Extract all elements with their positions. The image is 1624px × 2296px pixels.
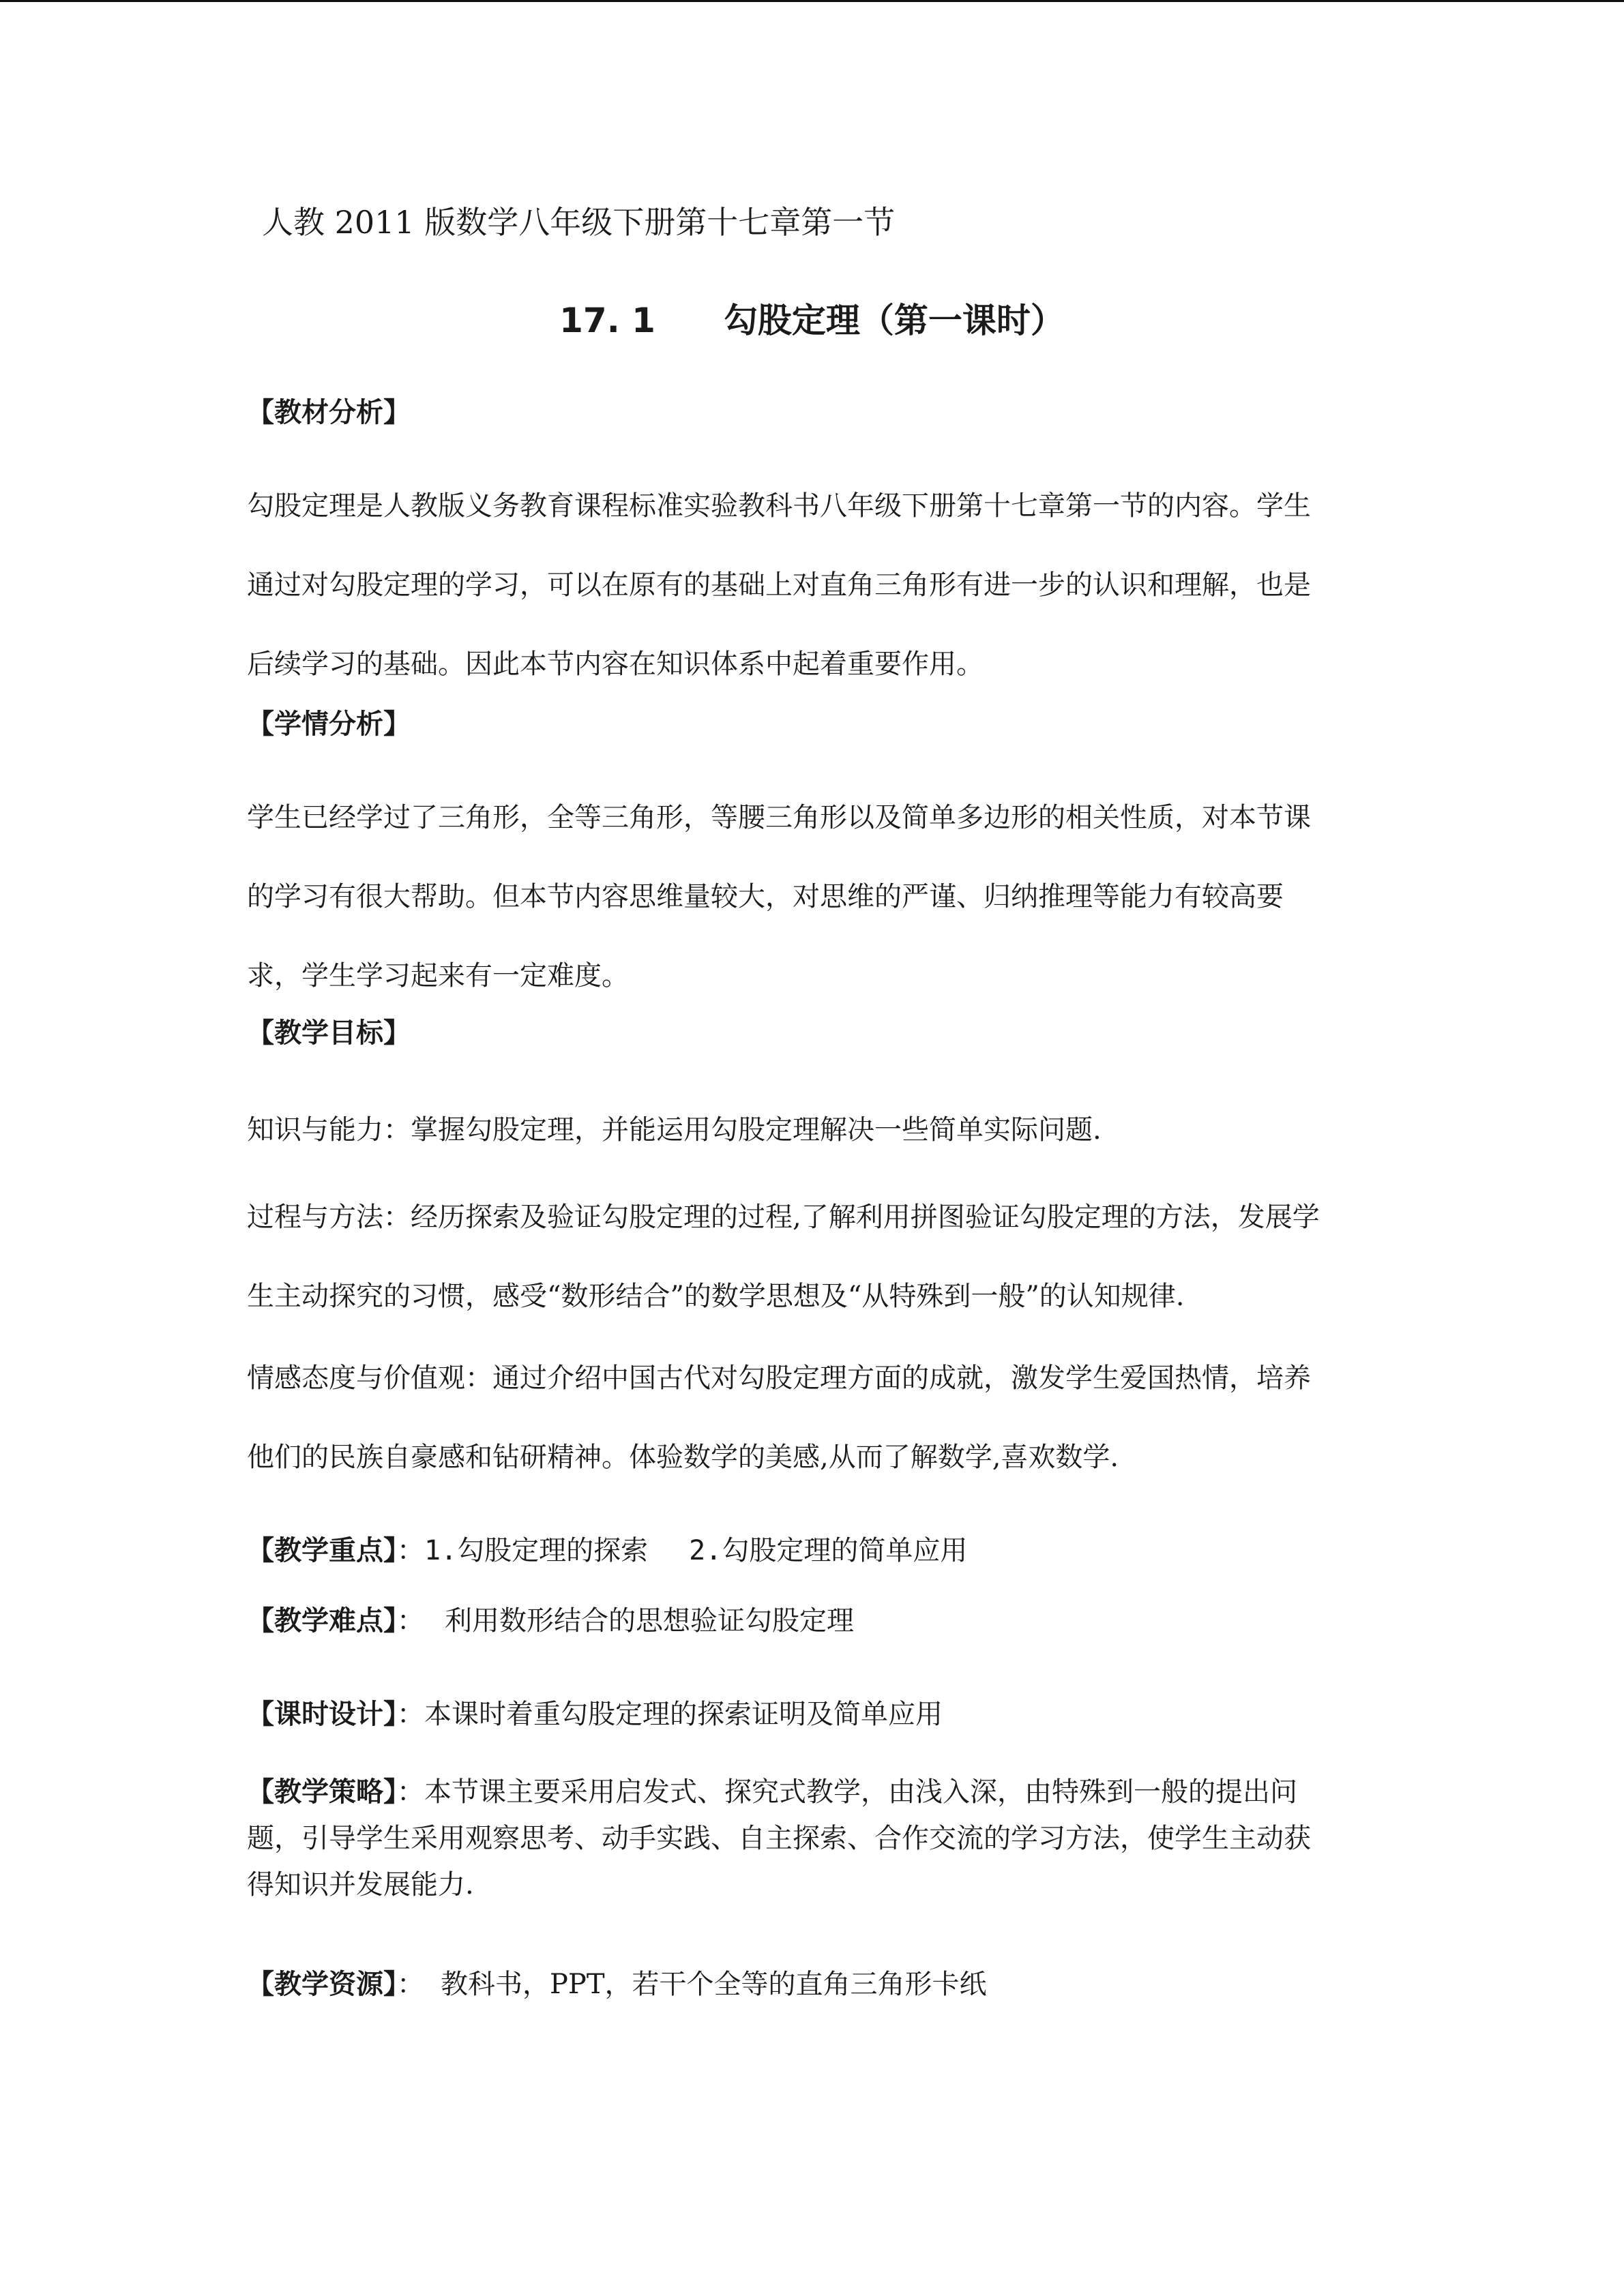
goal-emotion bbox=[247, 1339, 1379, 1497]
paragraph-line: 他们的民族自豪感和钻研精神。体验数学的美感,从而了解数学,喜欢数学. bbox=[247, 1442, 1119, 1473]
resources bbox=[247, 1963, 1379, 2001]
title-number: 17. 1 bbox=[559, 301, 655, 340]
title-text: 勾股定理（第一课时） bbox=[723, 301, 1065, 340]
resources-text: 教科书，PPT，若干个全等的直角三角形卡纸 bbox=[441, 1969, 987, 2000]
separator: ： bbox=[397, 1776, 424, 1808]
resources-label: 【教学资源】 bbox=[247, 1969, 397, 2000]
section-heading-material: 【教材分析】 bbox=[247, 397, 411, 428]
paragraph-line: 求，学生学习起来有一定难度。 bbox=[247, 960, 629, 992]
lesson-design bbox=[247, 1693, 1379, 1731]
document-subtitle: 人教 2011 版数学八年级下册第十七章第一节 bbox=[262, 204, 896, 241]
material-analysis-paragraph bbox=[247, 466, 1379, 704]
paragraph-line: 勾股定理是人教版义务教育课程标准实验教科书八年级下册第十七章第一节的内容。学生 bbox=[247, 490, 1311, 522]
separator: ： bbox=[397, 1605, 424, 1637]
goal-knowledge: 知识与能力：掌握勾股定理，并能运用勾股定理解决一些简单实际问题. bbox=[247, 1114, 1102, 1146]
paragraph-line: 情感态度与价值观：通过介绍中国古代对勾股定理方面的成就，激发学生爱国热情，培养 bbox=[247, 1362, 1311, 1394]
paragraph-line bbox=[247, 1769, 1379, 1815]
paragraph-line: 过程与方法：经历探索及验证勾股定理的过程,了解利用拼图验证勾股定理的方法，发展学 bbox=[247, 1202, 1320, 1233]
section-heading-goals: 【教学目标】 bbox=[247, 1017, 411, 1049]
paragraph-line: 的学习有很大帮助。但本节内容思维量较大，对思维的严谨、归纳推理等能力有较高要 bbox=[247, 881, 1284, 912]
separator: ： bbox=[397, 1969, 424, 2000]
paragraph-line: 得知识并发展能力. bbox=[247, 1869, 474, 1900]
lesson-design-text: 本课时着重勾股定理的探索证明及简单应用 bbox=[424, 1699, 943, 1730]
lesson-design-label: 【课时设计】 bbox=[247, 1699, 397, 1730]
paragraph-line: 学生已经学过了三角形，全等三角形，等腰三角形以及简单多边形的相关性质，对本节课 bbox=[247, 802, 1311, 833]
separator: ： bbox=[397, 1535, 424, 1566]
key-point-1: 1.勾股定理的探索 bbox=[424, 1535, 649, 1566]
strategy-line-1: 本节课主要采用启发式、探究式教学，由浅入深，由特殊到一般的提出问 bbox=[424, 1776, 1297, 1808]
difficulties-label: 【教学难点】 bbox=[247, 1605, 397, 1637]
student-analysis-paragraph bbox=[247, 778, 1379, 1015]
strategy bbox=[247, 1769, 1379, 1908]
document-title bbox=[0, 293, 1624, 342]
paragraph-line: 通过对勾股定理的学习，可以在原有的基础上对直角三角形有进一步的认识和理解，也是 bbox=[247, 569, 1311, 601]
paragraph-line: 题，引导学生采用观察思考、动手实践、自主探索、合作交流的学习方法，使学生主动获 bbox=[247, 1823, 1311, 1854]
key-points bbox=[247, 1529, 1379, 1568]
goal-process bbox=[247, 1178, 1379, 1336]
strategy-label: 【教学策略】 bbox=[247, 1776, 397, 1808]
difficulties-text: 利用数形结合的思想验证勾股定理 bbox=[445, 1605, 854, 1637]
paragraph-line: 后续学习的基础。因此本节内容在知识体系中起着重要作用。 bbox=[247, 648, 984, 680]
key-point-2: 2.勾股定理的简单应用 bbox=[689, 1535, 968, 1566]
top-border bbox=[0, 0, 1624, 2]
paragraph-line: 生主动探究的习惯，感受“数形结合”的数学思想及“从特殊到一般”的认知规律. bbox=[247, 1281, 1185, 1312]
separator: ： bbox=[397, 1699, 424, 1730]
key-points-label: 【教学重点】 bbox=[247, 1535, 397, 1566]
section-heading-students: 【学情分析】 bbox=[247, 709, 411, 740]
difficulties bbox=[247, 1599, 1379, 1638]
